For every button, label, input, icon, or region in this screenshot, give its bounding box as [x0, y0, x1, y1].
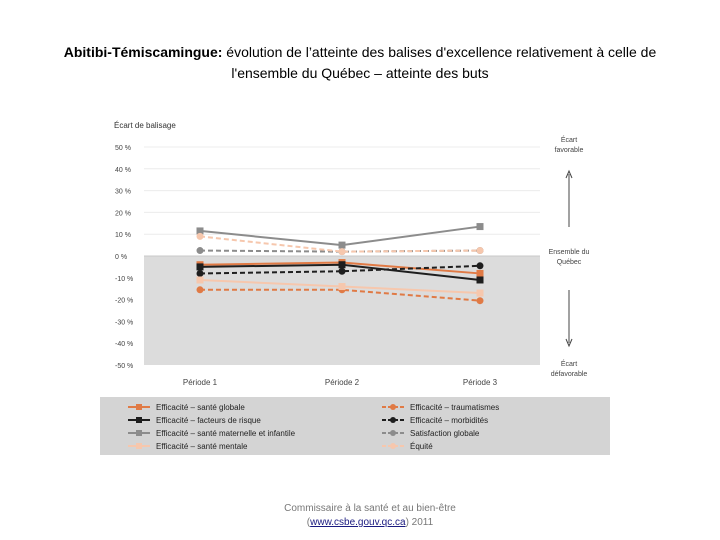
side-label-favorable: favorable [554, 147, 584, 154]
data-point [339, 242, 346, 249]
y-axis-label: Écart de balisage [114, 121, 176, 130]
slide-title [30, 42, 690, 84]
y-tick-label: -50 % [115, 363, 134, 370]
legend-label: Efficacité – facteurs de risque [156, 416, 261, 425]
y-tick-label: 50 % [115, 145, 131, 152]
legend-label: Efficacité – morbidités [410, 416, 489, 425]
data-point [197, 263, 204, 270]
legend-label: Efficacité – santé mentale [156, 442, 248, 451]
y-tick-label: 20 % [115, 210, 131, 218]
side-label-ensemble: Ensemble du [548, 249, 590, 256]
side-label-defavorable: défavorable [550, 371, 588, 378]
footer-source [230, 516, 510, 530]
data-point [477, 270, 484, 277]
legend-swatch-marker [136, 430, 142, 436]
y-tick-label: -10 % [115, 275, 134, 283]
side-label-favorable: Écart [560, 137, 578, 144]
slide-title-text: évolution de l’atteinte des balises d'excellence relativement à celle de l'ensemble du Québec – atteinte des buts [222, 44, 657, 81]
x-tick-label: Période 3 [462, 378, 498, 387]
data-point [477, 297, 484, 304]
data-point [477, 247, 484, 254]
y-tick-label: -40 % [115, 341, 134, 349]
data-point [197, 286, 204, 293]
legend-swatch-marker [136, 404, 142, 410]
data-point [477, 223, 484, 230]
data-point [477, 276, 484, 283]
legend-swatch-marker [390, 417, 396, 423]
legend-swatch-marker [390, 430, 396, 436]
y-tick-label: 40 % [115, 166, 131, 174]
legend-label: Efficacité – santé globale [156, 403, 245, 412]
data-point [339, 268, 346, 275]
footer-org: Commissaire à la santé et au bien-être [284, 503, 456, 514]
legend-swatch-marker [136, 443, 142, 449]
slide-title-region: Abitibi-Témiscamingue: [63, 44, 223, 60]
chart [100, 110, 610, 455]
footer [230, 502, 510, 530]
data-point [197, 247, 204, 254]
y-tick-label: 30 % [115, 188, 131, 196]
x-tick-label: Période 2 [324, 378, 360, 387]
y-tick-label: 0 % [115, 254, 128, 261]
data-point [477, 262, 484, 269]
data-point [197, 276, 204, 283]
footer-link[interactable]: www.csbe.gouv.qc.ca [310, 517, 406, 528]
legend-swatch-marker [136, 417, 142, 423]
side-label-defavorable: Écart [560, 361, 578, 368]
legend-label: Satisfaction globale [410, 429, 480, 438]
x-tick-label: Période 1 [182, 378, 218, 387]
legend-swatch-marker [390, 404, 396, 410]
legend-label: Efficacité – santé maternelle et infantile [156, 429, 296, 438]
data-point [197, 270, 204, 277]
data-point [339, 261, 346, 268]
y-tick-label: 10 % [115, 232, 131, 240]
y-tick-label: -30 % [115, 319, 134, 327]
legend-swatch-marker [390, 443, 396, 449]
side-label-ensemble: Québec [556, 259, 582, 266]
data-point [197, 233, 204, 240]
footer-year: ) 2011 [405, 517, 434, 528]
footer-open-paren: ( [306, 517, 311, 528]
legend-label: Efficacité – traumatismes [410, 403, 500, 412]
data-point [339, 283, 346, 290]
legend-label: Équité [410, 442, 433, 451]
data-point [477, 290, 484, 297]
chart-svg [100, 110, 610, 455]
y-tick-label: -20 % [115, 297, 134, 305]
data-point [339, 248, 346, 255]
